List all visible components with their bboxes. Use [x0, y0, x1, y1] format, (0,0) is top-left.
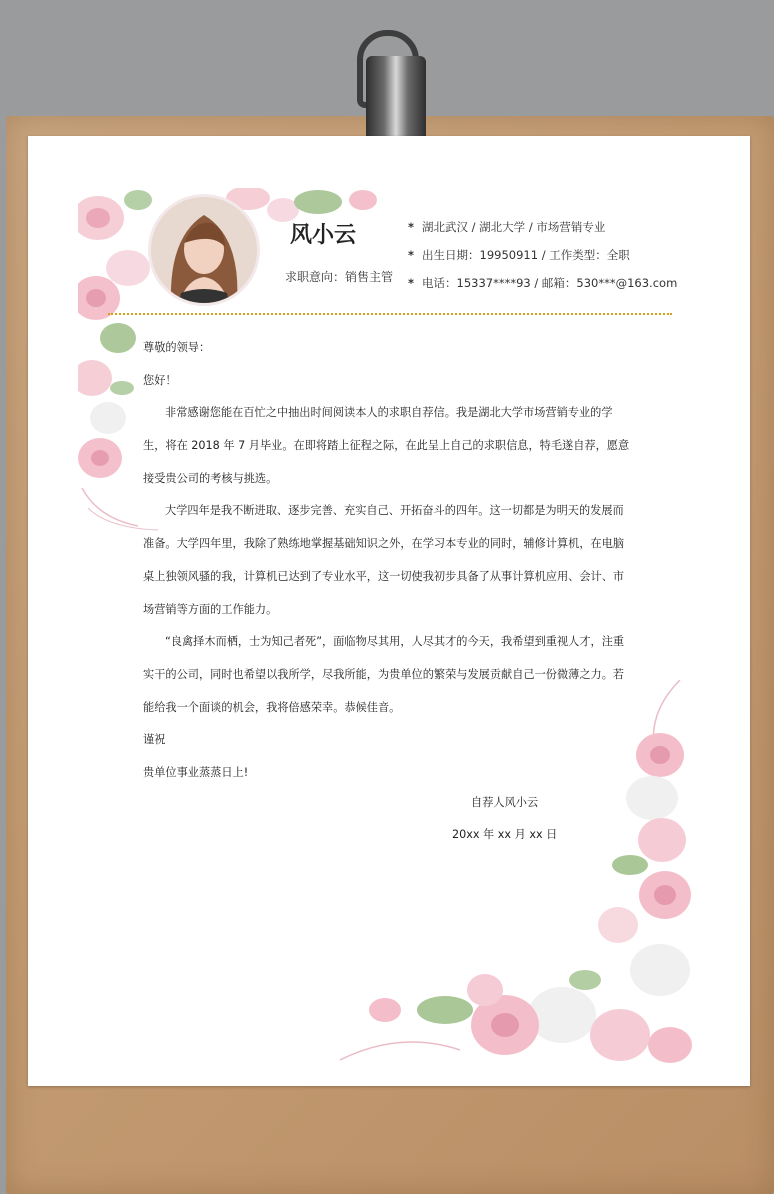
bullet-star-icon: *	[408, 220, 415, 234]
bullet-star-icon: *	[408, 248, 415, 262]
letter-body	[143, 340, 633, 790]
letter-date: 20xx 年 xx 月 xx 日	[452, 828, 558, 841]
letter-paragraph: “良禽择木而栖，士为知己者死”，面临物尽其用，人尽其才的今天，我希望到重视人才，注重实干的公司，同时也希望以我所学，尽我所能，为贵单位的繁荣与发展贡献自己一份微薄之力。若能给我一个面谈的机会，我将倍感荣幸。恭候佳音。	[143, 635, 625, 714]
info-text: 电话：15337****93 / 邮箱：530***@163.com	[422, 276, 678, 290]
info-row-birth	[408, 246, 677, 274]
bullet-star-icon: *	[408, 276, 415, 290]
job-intent: 求职意向：销售主管	[285, 270, 394, 284]
applicant-name: 风小云	[290, 223, 357, 248]
letter-paragraph: 大学四年是我不断进取、逐步完善、充实自己、开拓奋斗的四年。这一切都是为明天的发展而准备。大学四年里，我除了熟练地掌握基础知识之外，在学习本专业的同时，辅修计算机，在电脑桌上独领风骚的我，计算机已达到了专业水平，这一切使我初步具备了从事计算机应用、会计、市场营销等方面的工作能力。	[143, 504, 625, 616]
info-row-contact	[408, 274, 677, 302]
greeting: 您好！	[143, 373, 177, 387]
clip-body	[366, 56, 426, 146]
avatar	[148, 194, 260, 306]
info-row-location	[408, 218, 677, 246]
closing: 谨祝	[143, 733, 166, 747]
letter-paragraph: 非常感谢您能在百忙之中抽出时间阅读本人的求职自荐信。我是湖北大学市场营销专业的学生，将在 2018 年 7 月毕业。在即将踏上征程之际，在此呈上自己的求职信息，特毛遂自荐，愿意接受贵公司的考核与挑选。	[143, 406, 630, 485]
info-text: 湖北武汉 / 湖北大学 / 市场营销专业	[422, 220, 606, 234]
info-text: 出生日期：19950911 / 工作类型：全职	[422, 248, 630, 262]
salutation: 尊敬的领导：	[143, 341, 211, 354]
personal-info	[408, 218, 677, 302]
signature: 自荐人风小云	[471, 796, 539, 809]
wish: 贵单位事业蒸蒸日上!	[143, 766, 249, 780]
header-divider	[108, 313, 672, 315]
avatar-portrait-icon	[151, 197, 257, 303]
